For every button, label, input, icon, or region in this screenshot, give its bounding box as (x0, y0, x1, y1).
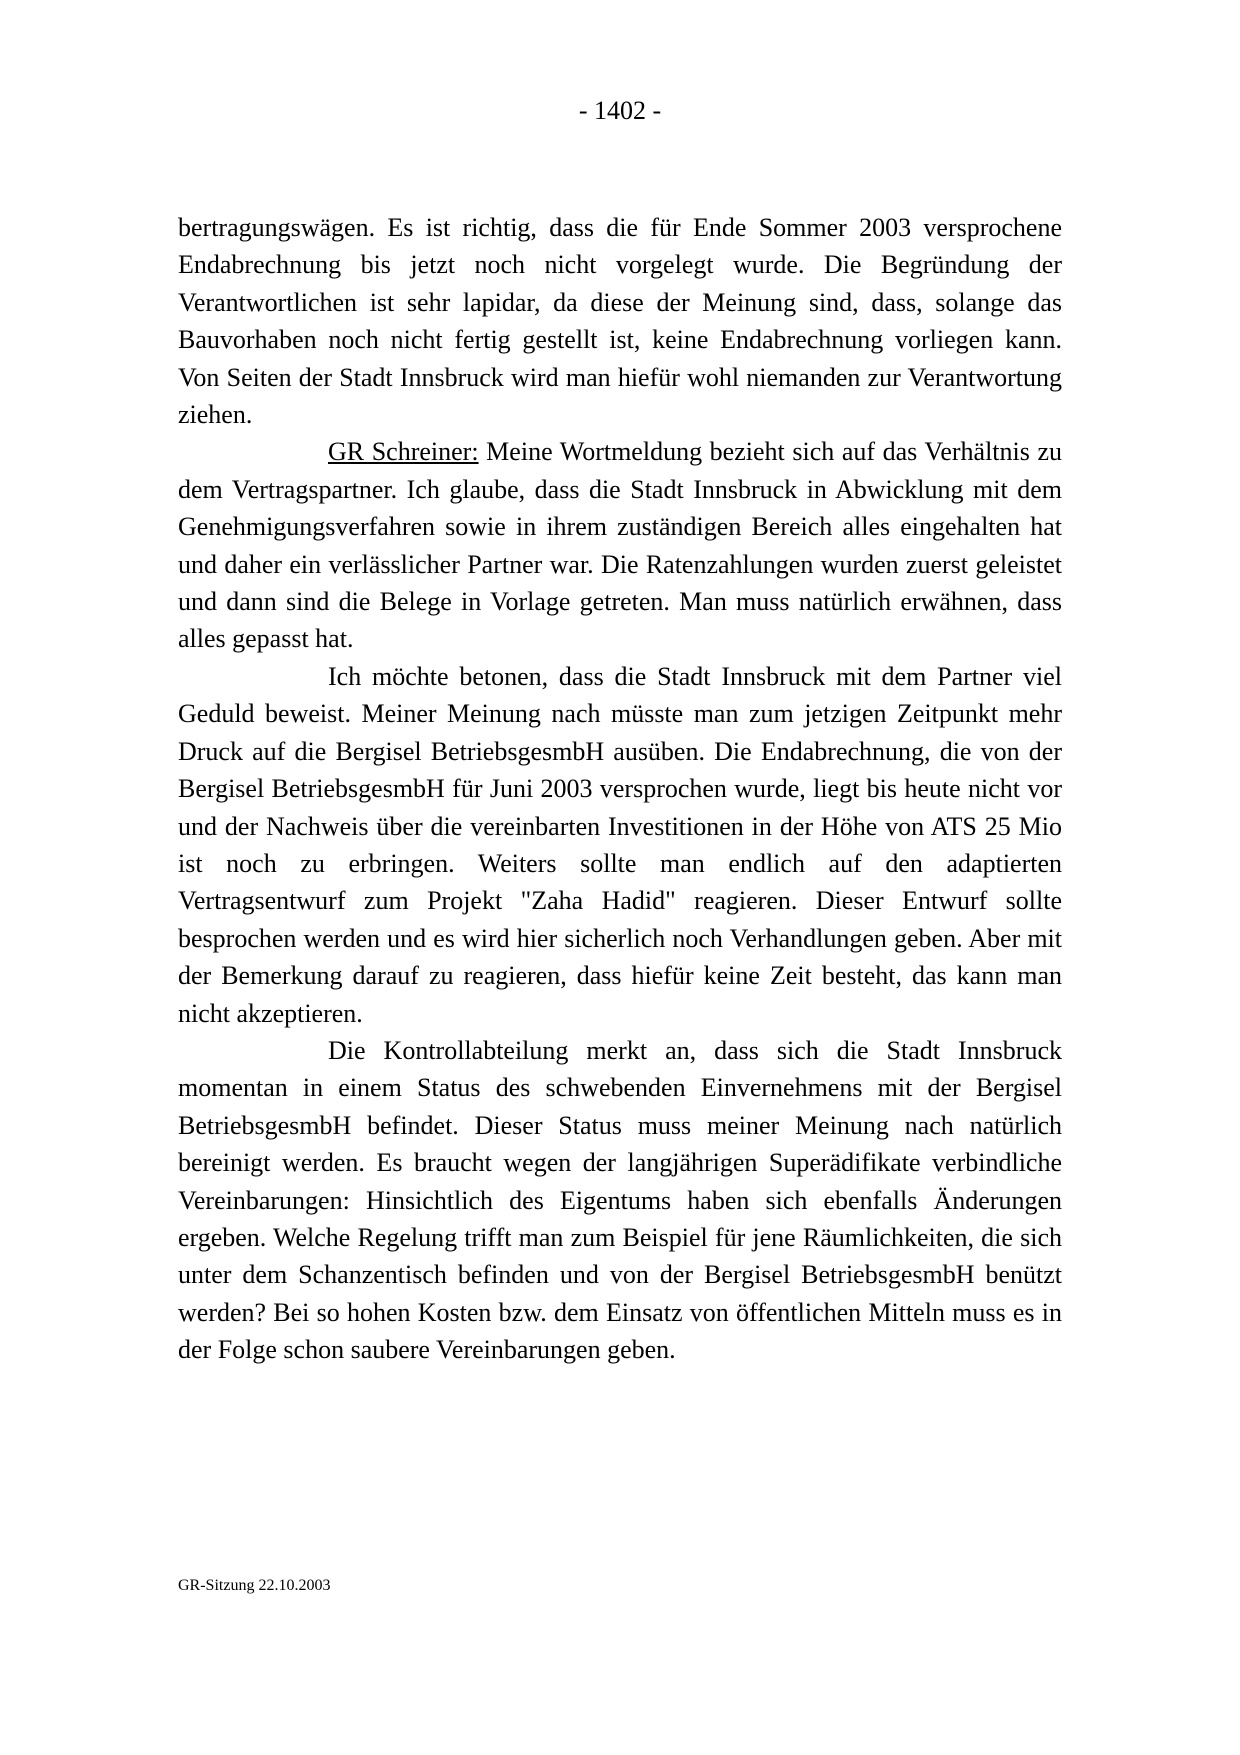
speaker-name: GR Schreiner: (328, 437, 479, 467)
paragraph-partner-patience: Ich möchte betonen, dass die Stadt Innsbruck mit dem Partner viel Geduld beweist. Meiner Meinung nach müsste man zum jetzigen Zeitpunkt mehr Druck auf die Bergisel BetriebsgesmbH ausüben. Die Endabrechnung, die von der Bergisel BetriebsgesmbH für Juni 2003 versprochen wurde, liegt bis heute nicht vor und der Nachweis über die vereinbarten Investitionen in der Höhe von ATS 25 Mio ist noch zu erbringen. Weiters sollte man endlich auf den adaptierten Vertragsentwurf zum Projekt "Zaha Hadid" reagieren. Dieser Entwurf sollte besprochen werden und es wird hier sicherlich noch Verhandlungen geben. Aber mit der Bemerkung darauf zu reagieren, dass hiefür keine Zeit besteht, das kann man nicht akzeptieren. (178, 661, 1062, 1028)
paragraph-continuation: bertragungswägen. Es ist richtig, dass die für Ende Sommer 2003 versprochene Endabrechnung bis jetzt noch nicht vorgelegt wurde. Die Begründung der Verantwortlichen ist sehr lapidar, da diese der Meinung sind, dass, solange das Bauvorhaben noch nicht fertig gestellt ist, keine Endabrechnung vorliegen kann. Von Seiten der Stadt Innsbruck wird man hiefür wohl niemanden zur Verantwortung ziehen. (178, 213, 1062, 430)
speaker-statement-text: Meine Wortmeldung bezieht sich auf das Verhältnis zu dem Vertragspartner. Ich glaube, dass die Stadt Innsbruck in Abwicklung mit dem Genehmigungsverfahren sowie in ihrem zuständigen Bereich alles eingehalten hat und daher ein verlässlicher Partner war. Die Ratenzahlungen wurden zuerst geleistet und dann sind die Belege in Vorlage getreten. Man muss natürlich erwähnen, dass alles gepasst hat. (178, 437, 1063, 654)
paragraph-control-department: Die Kontrollabteilung merkt an, dass sich die Stadt Innsbruck momentan in einem Status des schwebenden Einvernehmens mit der Bergisel BetriebsgesmbH befindet. Dieser Status muss meiner Meinung nach natürlich bereinigt werden. Es braucht wegen der langjährigen Superädifikate verbindliche Vereinbarungen: Hinsichtlich des Eigentums haben sich ebenfalls Änderungen ergeben. Welche Regelung trifft man zum Beispiel für jene Räumlichkeiten, die sich unter dem Schanzentisch befinden und von der Bergisel BetriebsgesmbH benützt werden? Bei so hohen Kosten bzw. dem Einsatz von öffentlichen Mitteln muss es in der Folge schon saubere Vereinbarungen geben. (178, 1035, 1062, 1365)
paragraph-speaker-statement (178, 433, 1062, 657)
page-number: - 1402 - (578, 96, 662, 125)
body-text (178, 209, 1062, 1369)
footer-session-date: GR-Sitzung 22.10.2003 (178, 1577, 331, 1594)
